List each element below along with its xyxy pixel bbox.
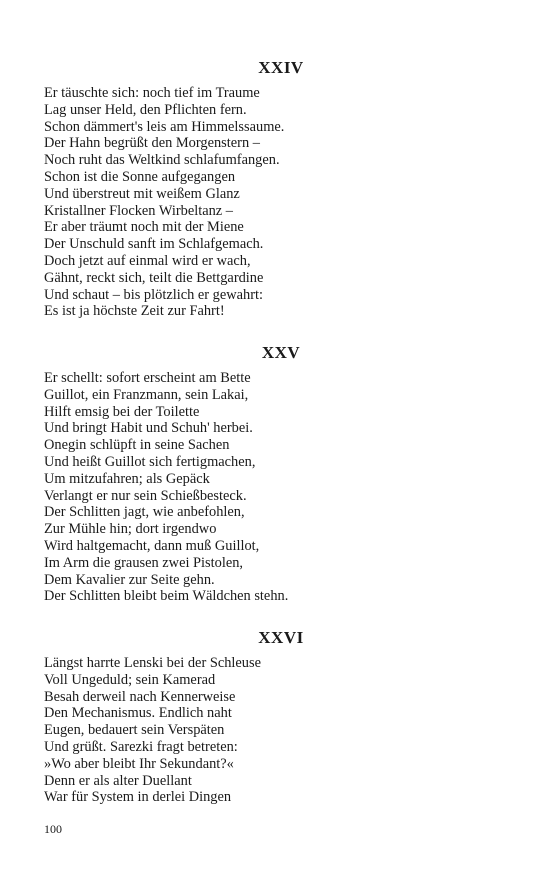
verse-line: Und heißt Guillot sich fertigmachen, <box>44 453 256 470</box>
verse-line: Gähnt, reckt sich, teilt die Bettgardine <box>44 269 264 286</box>
verse-line: Verlangt er nur sein Schießbesteck. <box>44 487 247 504</box>
verse-line: Dem Kavalier zur Seite gehn. <box>44 571 215 588</box>
stanza-title: XXV <box>261 343 301 362</box>
stanza-xxv <box>44 343 504 605</box>
verse-line: Doch jetzt auf einmal wird er wach, <box>44 252 251 269</box>
verse-line: Eugen, bedauert sein Verspäten <box>44 722 225 739</box>
verse-line: Und bringt Habit und Schuh' herbei. <box>44 420 253 437</box>
verse-lines <box>44 370 504 605</box>
verse-line: Guillot, ein Franzmann, sein Lakai, <box>44 386 249 403</box>
page-number: 100 <box>44 822 62 836</box>
verse-line: Und überstreut mit weißem Glanz <box>44 185 240 202</box>
stanza-xxvi <box>44 628 504 806</box>
verse-line: Der Schlitten jagt, wie anbefohlen, <box>44 504 245 521</box>
verse-line: Noch ruht das Weltkind schlafumfangen. <box>44 152 280 169</box>
stanza-title: XXVI <box>258 628 304 647</box>
verse-line: Hilft emsig bei der Toilette <box>44 403 200 420</box>
verse-line: Schon dämmert's leis am Himmelssaume. <box>44 118 285 135</box>
verse-line: Der Schlitten bleibt beim Wäldchen stehn. <box>44 588 289 605</box>
verse-line: Und schaut – bis plötzlich er gewahrt: <box>44 286 264 303</box>
verse-line: Es ist ja höchste Zeit zur Fahrt! <box>44 303 225 320</box>
verse-lines <box>44 655 504 806</box>
stanza-title: XXIV <box>258 58 304 77</box>
verse-line: Besah derweil nach Kennerweise <box>44 688 236 705</box>
verse-line: War für System in derlei Dingen <box>44 789 232 806</box>
verse-lines <box>44 85 504 320</box>
verse-line: Der Hahn begrüßt den Morgenstern – <box>44 135 260 152</box>
verse-line: Im Arm die grausen zwei Pistolen, <box>44 554 244 571</box>
verse-line: Onegin schlüpft in seine Sachen <box>44 437 230 454</box>
verse-line: Um mitzufahren; als Gepäck <box>44 470 210 487</box>
verse-line: Er täuschte sich: noch tief im Traume <box>44 85 260 101</box>
verse-line: »Wo aber bleibt Ihr Sekundant?« <box>44 755 234 772</box>
verse-line: Wird haltgemacht, dann muß Guillot, <box>44 537 260 554</box>
verse-line: Er aber träumt noch mit der Miene <box>44 219 244 236</box>
verse-line: Und grüßt. Sarezki fragt betreten: <box>44 738 238 755</box>
verse-line: Kristallner Flocken Wirbeltanz – <box>44 202 233 219</box>
verse-line: Den Mechanismus. Endlich naht <box>44 705 232 722</box>
verse-line: Schon ist die Sonne aufgegangen <box>44 168 236 185</box>
verse-line: Er schellt: sofort erscheint am Bette <box>44 370 251 386</box>
verse-line: Lag unser Held, den Pflichten fern. <box>44 101 247 118</box>
verse-line: Denn er als alter Duellant <box>44 772 192 789</box>
verse-line: Voll Ungeduld; sein Kamerad <box>44 671 216 688</box>
verse-line: Zur Mühle hin; dort irgendwo <box>44 521 217 538</box>
verse-line: Längst harrte Lenski bei der Schleuse <box>44 655 261 671</box>
stanza-xxiv <box>44 58 504 320</box>
verse-line: Der Unschuld sanft im Schlafgemach. <box>44 236 264 253</box>
